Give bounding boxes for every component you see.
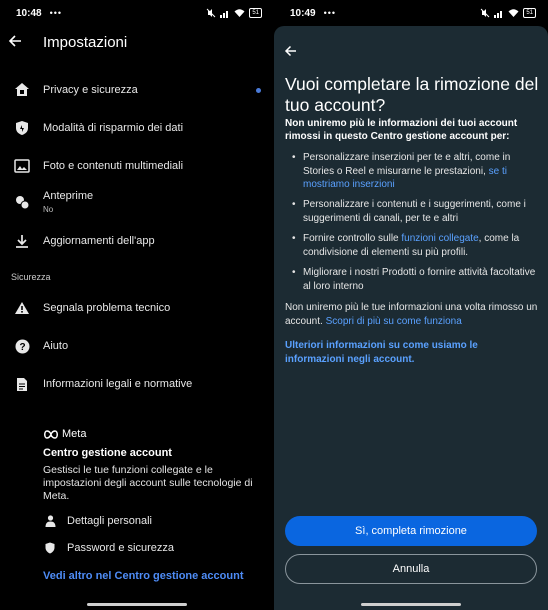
settings-item-label: Privacy e sicurezza [43,84,138,96]
mute-icon [206,8,216,18]
help-icon [12,336,32,356]
wifi-icon [508,8,519,18]
settings-item-data-saver[interactable] [0,118,274,138]
remove-account-screen [274,0,548,610]
cancel-button[interactable]: Annulla [285,554,537,584]
settings-item-label: Informazioni legali e normative [43,378,193,390]
settings-item-label: Foto e contenuti multimediali [43,160,184,172]
settings-item-label: Segnala problema tecnico [43,302,171,314]
battery-icon: 51 [249,8,262,18]
settings-item-help[interactable] [0,336,274,356]
bullet-text: Fornire controllo sulle [303,233,402,244]
bullet-text: Personalizzare i contenuti e i suggerimenti, come i suggerimenti di canali, per te e altri [303,199,526,224]
status-icons [206,8,262,18]
preview-bubbles-icon [12,192,32,212]
meta-logo-text: Meta [62,428,87,440]
bullet-text: Migliorare i nostri Prodotti o fornire attività facoltative al loro interno [303,267,536,292]
gesture-bar [87,603,187,606]
warning-icon [12,298,32,318]
settings-item-label: Modalità di risparmio dei dati [43,122,184,134]
home-lock-icon [12,80,32,100]
confirm-removal-button[interactable]: Sì, completa rimozione [285,516,537,546]
mute-icon [480,8,490,18]
section-header-security: Sicurezza [11,272,51,282]
image-icon [12,156,32,176]
settings-item-privacy[interactable] [0,80,274,100]
ads-link[interactable]: se ti mostriamo inserzioni [303,165,507,190]
dialog-heading: Vuoi completare la rimozione del tuo account? [285,74,539,115]
info-text: Non uniremo più le tue informazioni una volta rimosso un account. [285,302,538,327]
wifi-icon [234,8,245,18]
account-center-title: Centro gestione account [43,447,172,459]
status-icons [480,8,536,18]
info-paragraph [285,301,541,328]
document-icon [12,374,32,394]
status-bar [274,0,548,26]
gesture-bar [361,603,461,606]
signal-icon [220,8,230,18]
meta-infinity-icon [43,430,59,439]
status-time: 10:49 [290,7,316,19]
bullet-text: Personalizzare inserzioni per te e altri, come in Stories o Reel e misurarne le prestazioni, [303,152,511,177]
notification-dot [256,88,261,93]
svg-text:?: ? [18,341,26,353]
app-bar [0,26,274,58]
account-center-password-security[interactable] [43,542,174,554]
meta-logo [43,428,86,440]
page-title: Impostazioni [43,33,128,51]
notification-dots: ••• [323,8,337,18]
bullet-item [292,198,540,225]
account-center-row-label: Password e sicurezza [67,542,174,554]
bullet-text: , come la condivisione di elementi su più profili. [303,233,520,258]
shield-icon [43,542,57,554]
person-icon [43,515,57,527]
bullet-item [292,151,540,192]
notification-dots: ••• [49,8,63,18]
back-arrow-icon[interactable] [8,32,42,53]
more-info-link[interactable]: Ulteriori informazioni su come usiamo le informazioni negli account. [285,340,478,365]
learn-more-link[interactable]: Scopri di più su come funziona [325,315,462,327]
settings-item-media[interactable] [0,156,274,176]
settings-item-previews[interactable] [0,190,274,214]
settings-item-value: No [43,205,54,214]
download-icon [12,231,32,251]
bullet-item [292,266,540,293]
signal-icon [494,8,504,18]
status-time: 10:48 [16,7,42,19]
linked-features-link[interactable]: funzioni collegate [401,233,479,244]
settings-item-label: Aggiornamenti dell'app [43,235,155,247]
account-center-personal-details[interactable] [43,515,152,527]
battery-icon: 51 [523,8,536,18]
account-center-description: Gestisci le tue funzioni collegate e le impostazioni degli account sulle tecnologie di Meta. [43,464,253,502]
shield-icon [12,118,32,138]
settings-item-legal[interactable] [0,374,274,394]
back-arrow-icon[interactable] [284,44,297,62]
status-bar [0,0,274,26]
bottom-sheet [274,26,548,610]
settings-item-label: Aiuto [43,340,69,352]
settings-item-label: Anteprime [43,190,94,202]
account-center-row-label: Dettagli personali [67,515,152,527]
settings-item-app-updates[interactable] [0,231,274,251]
settings-item-report-problem[interactable] [0,298,274,318]
bullet-item [292,232,540,259]
account-center-see-more-link[interactable]: Vedi altro nel Centro gestione account [43,570,244,582]
dialog-lead: Non uniremo più le informazioni dei tuoi account rimossi in questo Centro gestione account per: [285,118,518,142]
